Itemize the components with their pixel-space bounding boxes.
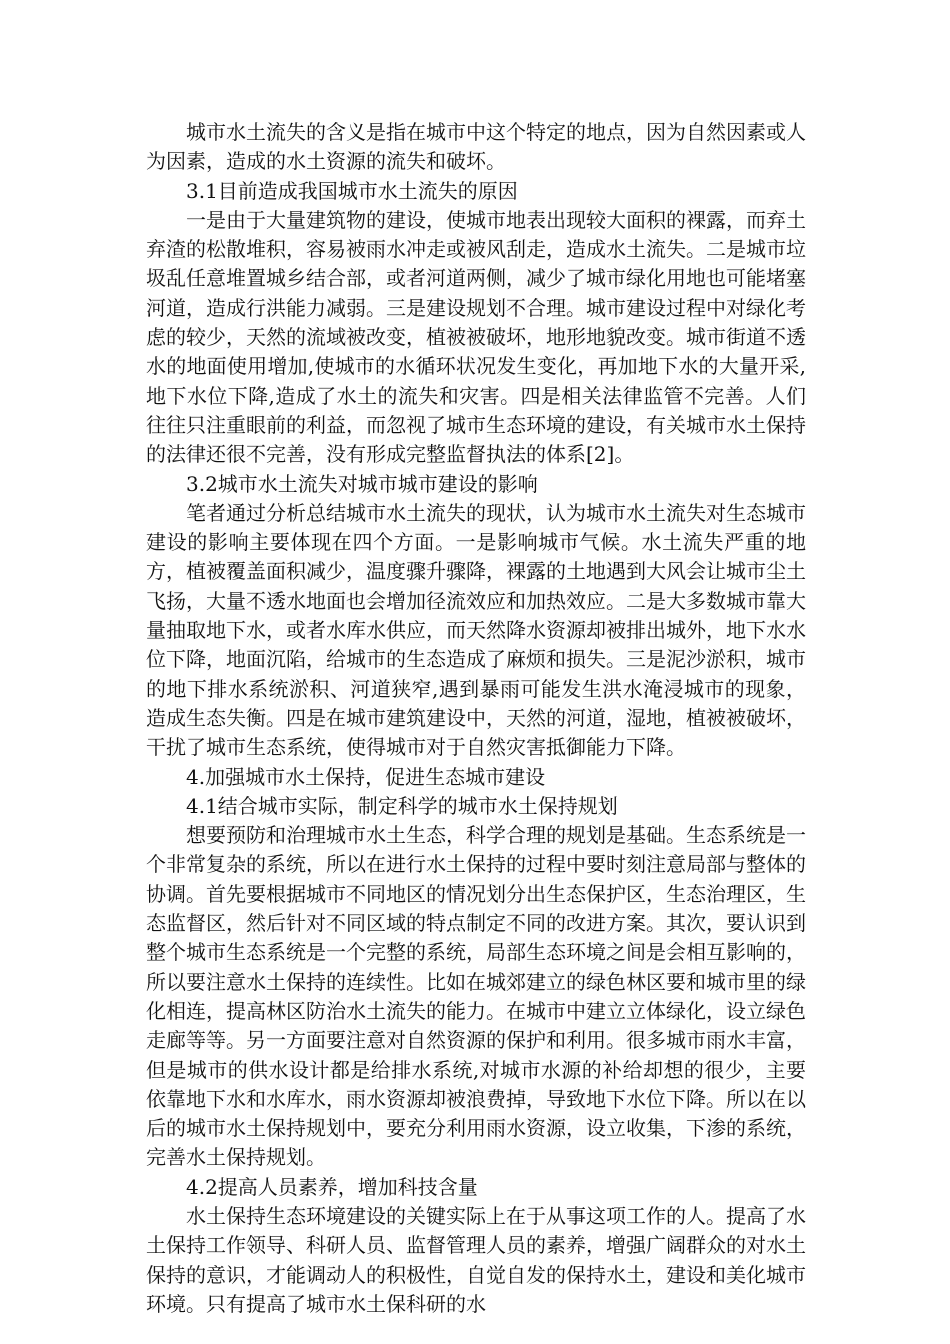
paragraph-definition: 城市水土流失的含义是指在城市中这个特定的地点，因为自然因素或人为因素，造成的水土资源的流失和破坏。 [146, 120, 806, 174]
paragraph-causes: 一是由于大量建筑物的建设，使城市地表出现较大面积的裸露，而弃土弃渣的松散堆积，容易被雨水冲走或被风刮走，造成水土流失。二是城市垃圾乱任意堆置城乡结合部，或者河道两侧，减少了城市绿化用地也可能堵塞河道，造成行洪能力减弱。三是建设规划不合理。城市建设过程中对绿化考虑的较少，天然的流域被改变，植被被破坏，地形地貌改变。城市街道不透水的地面使用增加,使城市的水循环状况发生变化，再加地下水的大量开采,地下水位下降,造成了水土的流失和灾害。四是相关法律监管不完善。人们往往只注重眼前的利益，而忽视了城市生态环境的建设，有关城市水土保持的法律还很不完善，没有形成完整监督执法的体系[2]。 [146, 207, 806, 467]
heading-4-1: 4.1结合城市实际，制定科学的城市水土保持规划 [186, 793, 618, 818]
heading-3-2: 3.2城市水土流失对城市城市建设的影响 [186, 471, 538, 496]
heading-4: 4.加强城市水土保持，促进生态城市建设 [186, 764, 546, 789]
paragraph-personnel: 水土保持生态环境建设的关键实际上在于从事这项工作的人。提高了水土保持工作领导、科研人员、监督管理人员的素养，增强广阔群众的对水土保持的意识，才能调动人的积极性，自觉自发的保持水土，建设和美化城市环境。只有提高了城市水土保科研的水 [146, 1203, 806, 1316]
paragraph-planning: 想要预防和治理城市水土生态，科学合理的规划是基础。生态系统是一个非常复杂的系统，所以在进行水土保持的过程中要时刻注意局部与整体的协调。首先要根据城市不同地区的情况划分出生态保护区，生态治理区，生态监督区，然后针对不同区域的特点制定不同的改进方案。其次，要认识到整个城市生态系统是一个完整的系统，局部生态环境之间是会相互影响的，所以要注意水土保持的连续性。比如在城郊建立的绿色林区要和城市里的绿化相连，提高林区防治水土流失的能力。在城市中建立立体绿化，设立绿色走廊等等。另一方面要注意对自然资源的保护和利用。很多城市雨水丰富，但是城市的供水设计都是给排水系统,对城市水源的补给却想的很少，主要依靠地下水和水库水，雨水资源却被浪费掉，导致地下水位下降。所以在以后的城市水土保持规划中，要充分利用雨水资源，设立收集，下渗的系统，完善水土保持规划。 [146, 823, 806, 1170]
heading-4-2: 4.2提高人员素养，增加科技含量 [186, 1174, 478, 1199]
heading-3-1: 3.1目前造成我国城市水土流失的原因 [186, 178, 518, 203]
paragraph-impacts: 笔者通过分析总结城市水土流失的现状，认为城市水土流失对生态城市建设的影响主要体现在四个方面。一是影响城市气候。水土流失严重的地方，植被覆盖面积减少，温度骤升骤降，裸露的土地遇到大风会让城市尘土飞扬，大量不透水地面也会增加径流效应和加热效应。二是大多数城市靠大量抽取地下水，或者水库水供应，而天然降水资源却被排出城外，地下水水位下降，地面沉陷，给城市的生态造成了麻烦和损失。三是泥沙淤积，城市的地下排水系统淤积、河道狭窄,遇到暴雨可能发生洪水淹浸城市的现象，造成生态失衡。四是在城市建筑建设中，天然的河道，湿地，植被被破坏，干扰了城市生态系统，使得城市对于自然灾害抵御能力下降。 [146, 500, 806, 760]
document-body [146, 118, 806, 1319]
